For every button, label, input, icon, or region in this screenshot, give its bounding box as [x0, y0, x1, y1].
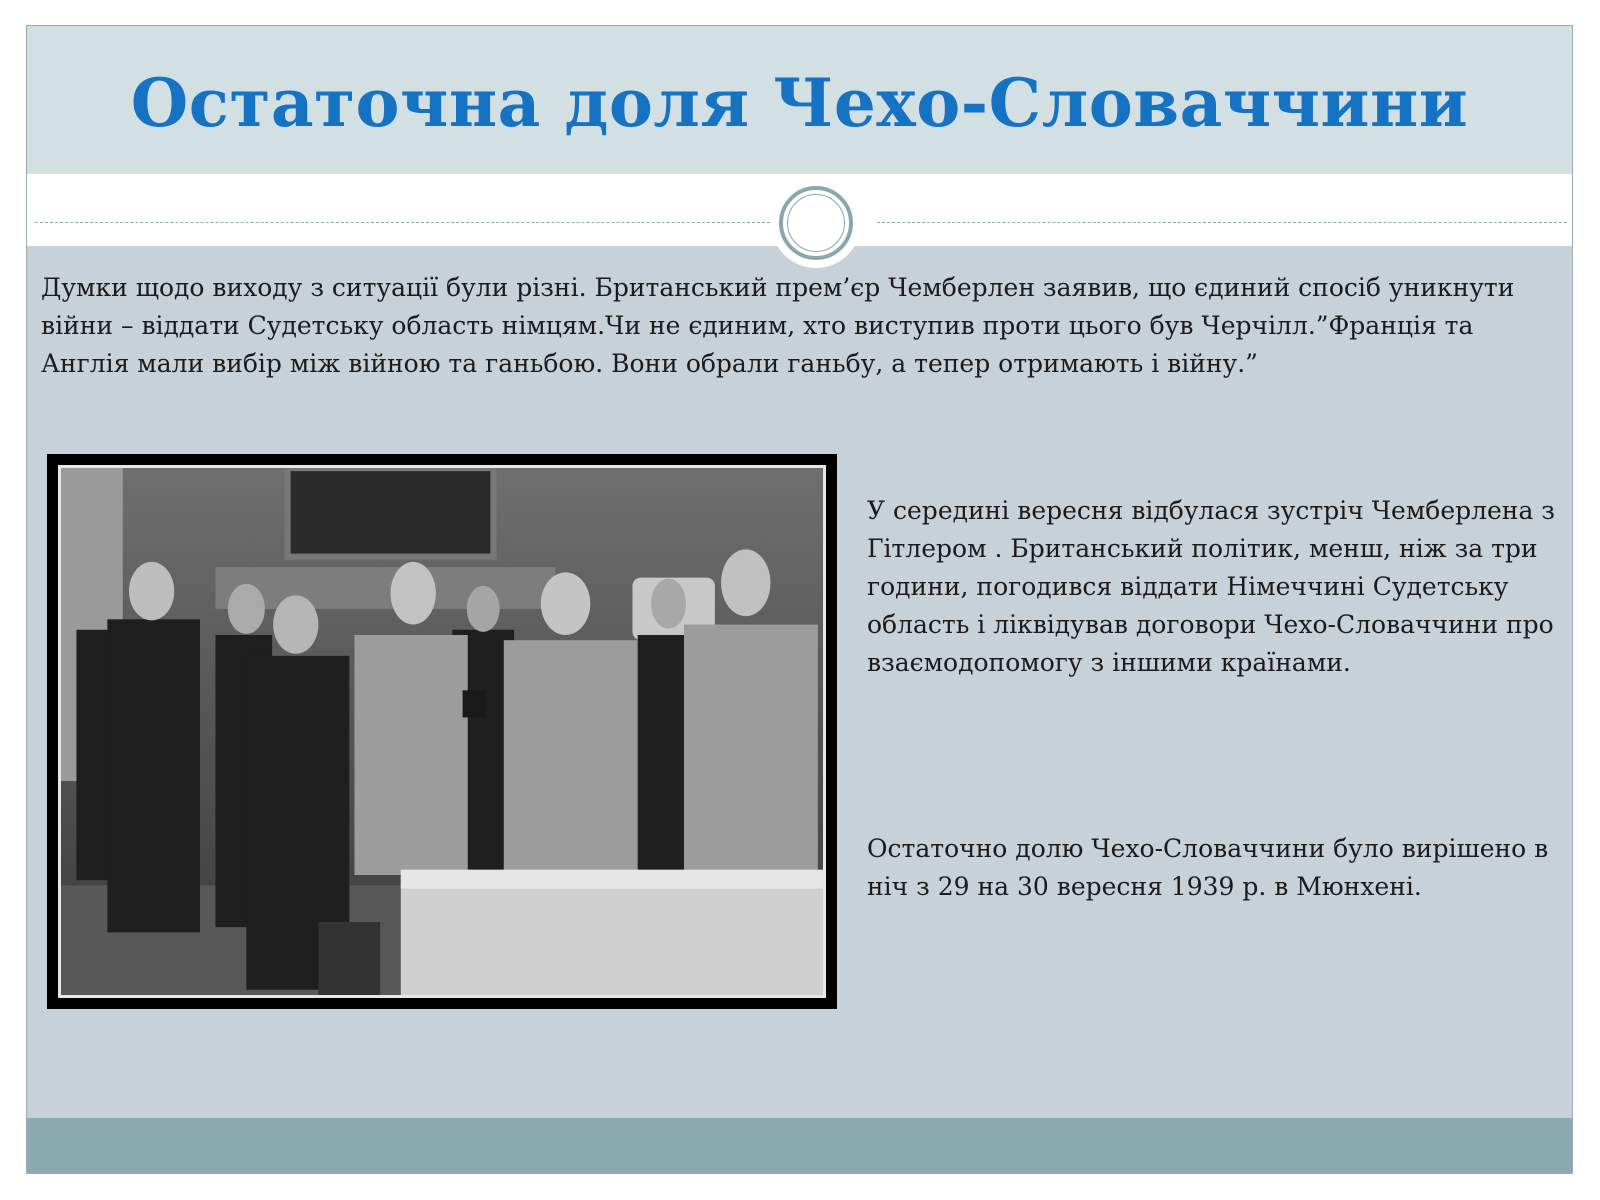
dashed-divider-right: [877, 222, 1567, 223]
title-band: [27, 26, 1572, 174]
footer-bar: [27, 1118, 1572, 1173]
slide: [26, 25, 1573, 1174]
circle-ornament-icon: [771, 178, 861, 268]
side-paragraph-munich: Остаточно долю Чехо-Словаччини було вирішено в ніч з 29 на 30 вересня 1939 р. в Мюнхені.: [867, 834, 1549, 901]
historical-photo: [47, 454, 837, 1009]
slide-title: Остаточна доля Чехо-Словаччини: [130, 64, 1469, 142]
side-paragraph-meeting: У середині вересня відбулася зустріч Чемберлена з Гітлером . Британський політик, менш, ніж за три години, погодився віддати Німеччині Судетську область і ліквідував договори Чехо-Словаччини про взаємодопомогу з іншими країнами.: [867, 496, 1555, 677]
intro-paragraph: Думки щодо виходу з ситуації були різні. Британський прем’єр Чемберлен заявив, що єдиний спосіб уникнути війни – віддати Судетську область німцям.Чи не єдиним, хто виступив проти цього був Черчілл.”Франція та Англія мали вибір між війною та ганьбою. Вони обрали ганьбу, а тепер отримають і війну.”: [41, 273, 1515, 378]
historical-photo-image: [58, 465, 826, 998]
dashed-divider-left: [35, 222, 770, 223]
